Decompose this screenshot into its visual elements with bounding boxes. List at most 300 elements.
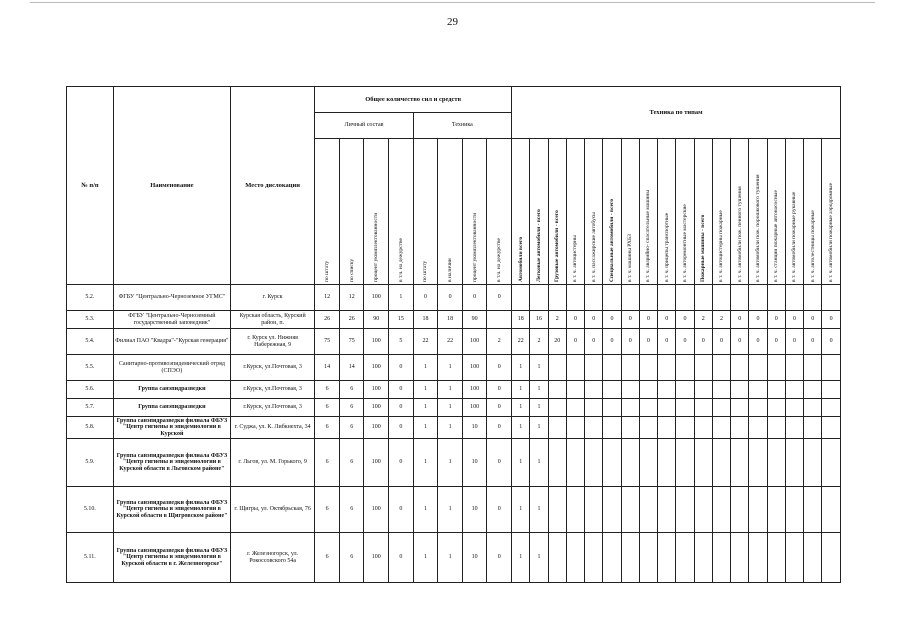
row-type-16	[804, 439, 822, 487]
row-type-4	[585, 417, 603, 439]
row-type-17	[822, 381, 841, 399]
header-type-col-11-label: в т. ч. автоцистерны пожарные	[718, 209, 725, 282]
row-value-5: 1	[438, 399, 463, 417]
row-name: Группа санэпидразведки	[113, 381, 230, 399]
row-type-3	[566, 417, 584, 439]
row-type-13	[749, 381, 767, 399]
row-type-9	[676, 533, 694, 583]
row-type-15: 0	[785, 311, 803, 329]
row-type-12	[731, 487, 749, 533]
row-type-0: 1	[512, 417, 530, 439]
row-value-2: 100	[364, 381, 389, 399]
row-type-8	[658, 439, 676, 487]
row-type-16	[804, 487, 822, 533]
row-value-2: 100	[364, 329, 389, 355]
row-type-14	[767, 439, 785, 487]
table-row	[67, 311, 841, 329]
header-type-col-9	[676, 139, 694, 285]
row-type-4: 0	[585, 311, 603, 329]
row-value-1: 75	[339, 329, 364, 355]
row-type-1: 16	[530, 311, 548, 329]
row-type-9	[676, 399, 694, 417]
row-value-2: 100	[364, 285, 389, 311]
row-type-1: 1	[530, 439, 548, 487]
row-value-0: 6	[315, 533, 340, 583]
row-value-5: 1	[438, 381, 463, 399]
row-type-8	[658, 355, 676, 381]
row-type-6: 0	[621, 311, 639, 329]
row-type-13: 0	[749, 329, 767, 355]
row-type-4: 0	[585, 329, 603, 355]
row-name: Санитарно-противоэпидемический отряд (СПЭО)	[113, 355, 230, 381]
row-type-13	[749, 533, 767, 583]
row-value-3: 1	[389, 285, 414, 311]
row-type-3	[566, 533, 584, 583]
row-type-5	[603, 355, 621, 381]
header-type-col-13-label: в т. ч. автомобили пож. порошкового тушения	[754, 173, 761, 282]
header-type-col-6-label: в т. ч. машины РХБЗ	[627, 233, 634, 282]
row-type-4	[585, 285, 603, 311]
header-type-col-10	[694, 139, 712, 285]
table-row	[67, 533, 841, 583]
row-type-15	[785, 355, 803, 381]
row-type-13	[749, 439, 767, 487]
row-number: 5.6.	[67, 381, 114, 399]
row-type-5	[603, 417, 621, 439]
header-personnel-col-0-label: по штату	[324, 260, 331, 282]
row-type-6	[621, 285, 639, 311]
header-technique-col-0-label: по штату	[422, 260, 429, 282]
row-type-7	[639, 439, 657, 487]
row-value-7: 0	[487, 439, 512, 487]
row-number: 5.5.	[67, 355, 114, 381]
row-type-16	[804, 399, 822, 417]
header-type-col-2-label: Грузовые автомобили - всего	[554, 209, 561, 282]
row-type-6	[621, 439, 639, 487]
row-type-12	[731, 381, 749, 399]
row-location: г. Щигры, ул. Октябрьская, 76	[230, 487, 314, 533]
row-value-1: 12	[339, 285, 364, 311]
row-type-8	[658, 417, 676, 439]
row-type-9	[676, 417, 694, 439]
row-type-2	[548, 355, 566, 381]
row-type-16	[804, 285, 822, 311]
row-type-11: 0	[712, 329, 730, 355]
row-type-2: 2	[548, 311, 566, 329]
row-value-5: 1	[438, 487, 463, 533]
row-type-14: 0	[767, 329, 785, 355]
row-type-4	[585, 355, 603, 381]
row-type-10: 0	[694, 329, 712, 355]
row-value-1: 6	[339, 381, 364, 399]
row-value-6: 100	[462, 329, 487, 355]
row-type-15	[785, 381, 803, 399]
row-value-4: 1	[413, 399, 438, 417]
row-type-7: 0	[639, 329, 657, 355]
row-value-2: 100	[364, 439, 389, 487]
row-type-14	[767, 533, 785, 583]
row-type-0: 1	[512, 533, 530, 583]
row-name: Группа санэпидразведки филиала ФБУЗ "Центр гигиены и эпидемиологии в Курской	[113, 417, 230, 439]
row-type-12	[731, 417, 749, 439]
header-type-col-13	[749, 139, 767, 285]
row-type-6: 0	[621, 329, 639, 355]
row-type-16: 0	[804, 311, 822, 329]
header-type-col-8	[658, 139, 676, 285]
row-value-1: 6	[339, 533, 364, 583]
row-number: 5.8.	[67, 417, 114, 439]
row-type-1: 1	[530, 399, 548, 417]
row-type-16	[804, 381, 822, 399]
header-type-col-10-label: Пожарные машины - всего	[700, 214, 707, 282]
row-value-1: 6	[339, 399, 364, 417]
header-location: Место дислокации	[230, 87, 314, 285]
row-type-9	[676, 381, 694, 399]
row-location: г. Льгов, ул. М. Горького, 9	[230, 439, 314, 487]
row-value-6: 100	[462, 381, 487, 399]
row-type-11	[712, 285, 730, 311]
header-total-forces: Общее количество сил и средств	[315, 87, 512, 113]
row-type-1: 1	[530, 533, 548, 583]
row-number: 5.2.	[67, 285, 114, 311]
row-value-5: 18	[438, 311, 463, 329]
row-type-15	[785, 417, 803, 439]
row-type-5: 0	[603, 311, 621, 329]
row-type-8	[658, 533, 676, 583]
row-value-1: 6	[339, 439, 364, 487]
row-value-0: 6	[315, 439, 340, 487]
row-type-7	[639, 417, 657, 439]
row-type-14	[767, 487, 785, 533]
row-type-10	[694, 399, 712, 417]
row-type-6	[621, 417, 639, 439]
header-type-col-3-label: в т. ч. автоцистерны	[572, 234, 579, 282]
row-value-2: 100	[364, 487, 389, 533]
row-value-1: 14	[339, 355, 364, 381]
row-type-14	[767, 417, 785, 439]
header-type-col-11	[712, 139, 730, 285]
row-type-5	[603, 285, 621, 311]
row-value-7: 0	[487, 381, 512, 399]
row-value-3: 0	[389, 533, 414, 583]
row-type-1: 1	[530, 487, 548, 533]
header-technique: Техника	[413, 113, 511, 139]
row-type-6	[621, 533, 639, 583]
row-name: Группа санэпидразведки филиала ФБУЗ "Центр гигиены и эпидемиологии в Курской области в Щигровском районе"	[113, 487, 230, 533]
row-type-4	[585, 381, 603, 399]
row-type-14	[767, 355, 785, 381]
row-type-3	[566, 285, 584, 311]
row-type-0: 18	[512, 311, 530, 329]
row-value-0: 14	[315, 355, 340, 381]
row-type-17	[822, 417, 841, 439]
row-type-12	[731, 399, 749, 417]
row-value-0: 12	[315, 285, 340, 311]
header-personnel-col-2	[364, 139, 389, 285]
row-type-12: 0	[731, 311, 749, 329]
header-technique-col-0	[413, 139, 438, 285]
row-name: ФГБУ "Центрально-Черноземный государственный заповедник"	[113, 311, 230, 329]
row-type-0: 1	[512, 487, 530, 533]
row-number: 5.9.	[67, 439, 114, 487]
row-type-15	[785, 285, 803, 311]
row-value-7: 0	[487, 399, 512, 417]
row-type-11	[712, 487, 730, 533]
header-type-col-0	[512, 139, 530, 285]
header-num: № п/п	[67, 87, 114, 285]
page-number: 29	[447, 16, 458, 28]
row-value-5: 1	[438, 533, 463, 583]
page-top-rule	[30, 2, 875, 3]
row-value-2: 100	[364, 399, 389, 417]
table-row	[67, 329, 841, 355]
row-type-15: 0	[785, 329, 803, 355]
row-type-3	[566, 487, 584, 533]
row-type-6	[621, 487, 639, 533]
row-type-7: 0	[639, 311, 657, 329]
row-value-4: 18	[413, 311, 438, 329]
row-type-3	[566, 399, 584, 417]
header-personnel: Личный состав	[315, 113, 413, 139]
row-location: г. Курск	[230, 285, 314, 311]
row-value-5: 1	[438, 417, 463, 439]
row-type-3: 0	[566, 329, 584, 355]
header-technique-col-1	[438, 139, 463, 285]
row-type-6	[621, 355, 639, 381]
header-type-col-14	[767, 139, 785, 285]
row-location: г. Железногорск, ул. Рокоссовского 54а	[230, 533, 314, 583]
row-value-6: 10	[462, 439, 487, 487]
row-type-10	[694, 487, 712, 533]
row-type-2	[548, 533, 566, 583]
header-personnel-col-3	[389, 139, 414, 285]
header-type-col-15-label: в т. ч. автомобили пожарные рукавные	[791, 191, 798, 282]
table-row	[67, 487, 841, 533]
row-type-7	[639, 381, 657, 399]
table-row	[67, 355, 841, 381]
row-type-2: 20	[548, 329, 566, 355]
row-value-7: 0	[487, 417, 512, 439]
row-type-7	[639, 487, 657, 533]
row-type-0: 1	[512, 399, 530, 417]
row-type-9: 0	[676, 329, 694, 355]
row-value-0: 26	[315, 311, 340, 329]
row-type-2	[548, 285, 566, 311]
row-type-13	[749, 417, 767, 439]
row-type-17	[822, 533, 841, 583]
row-type-12	[731, 439, 749, 487]
row-type-0	[512, 285, 530, 311]
row-type-8: 0	[658, 311, 676, 329]
row-number: 5.7.	[67, 399, 114, 417]
row-type-10: 2	[694, 311, 712, 329]
table-row	[67, 439, 841, 487]
header-name: Наименование	[113, 87, 230, 285]
row-type-2	[548, 399, 566, 417]
row-value-4: 1	[413, 355, 438, 381]
row-type-16: 0	[804, 329, 822, 355]
header-personnel-col-0	[315, 139, 340, 285]
row-type-7	[639, 399, 657, 417]
row-type-16	[804, 355, 822, 381]
row-type-8	[658, 487, 676, 533]
row-type-17: 0	[822, 311, 841, 329]
row-type-8: 0	[658, 329, 676, 355]
row-type-1: 1	[530, 417, 548, 439]
row-name: Филиал ПАО "Квадра"-"Курская генерация"	[113, 329, 230, 355]
row-value-0: 75	[315, 329, 340, 355]
row-type-5: 0	[603, 329, 621, 355]
row-name: ФГБУ "Центрально-Черноземное УГМС"	[113, 285, 230, 311]
header-technique-col-3-label: в т.ч. на дежурстве	[496, 237, 503, 282]
row-value-6: 10	[462, 533, 487, 583]
header-type-col-15	[785, 139, 803, 285]
header-technique-by-type: Техника по типам	[512, 87, 841, 139]
row-type-14	[767, 381, 785, 399]
row-value-6: 90	[462, 311, 487, 329]
row-type-8	[658, 285, 676, 311]
row-value-6: 100	[462, 355, 487, 381]
row-type-14: 0	[767, 311, 785, 329]
row-type-1: 2	[530, 329, 548, 355]
header-personnel-col-1-label: по списку	[348, 258, 355, 282]
header-technique-col-2	[462, 139, 487, 285]
row-type-10	[694, 417, 712, 439]
row-type-16	[804, 417, 822, 439]
row-type-1: 1	[530, 381, 548, 399]
row-type-11	[712, 399, 730, 417]
row-value-4: 1	[413, 417, 438, 439]
row-value-7: 0	[487, 355, 512, 381]
row-value-7: 0	[487, 487, 512, 533]
row-value-1: 6	[339, 487, 364, 533]
header-type-col-9-label: в т. ч. авторемонтные мастерские	[681, 203, 688, 282]
row-type-9	[676, 285, 694, 311]
row-value-1: 26	[339, 311, 364, 329]
row-location: Курская область, Курский район, п.	[230, 311, 314, 329]
header-type-col-14-label: в т. ч. станции пожарные автонасосные	[773, 189, 780, 282]
header-type-col-16-label: в т. ч. автолестницы пожарные	[809, 209, 816, 282]
header-type-col-4-label: в т. ч. пассажирские автобусы	[590, 211, 597, 282]
row-type-5	[603, 487, 621, 533]
row-type-10	[694, 285, 712, 311]
row-value-4: 0	[413, 285, 438, 311]
header-type-col-1-label: Легковые автомобили - всего	[535, 208, 542, 282]
header-technique-col-3	[487, 139, 512, 285]
row-value-0: 6	[315, 399, 340, 417]
table-row	[67, 381, 841, 399]
row-type-7	[639, 355, 657, 381]
row-value-7: 0	[487, 285, 512, 311]
row-type-0: 1	[512, 439, 530, 487]
row-value-2: 100	[364, 355, 389, 381]
row-type-10	[694, 381, 712, 399]
row-type-11	[712, 417, 730, 439]
row-type-6	[621, 399, 639, 417]
row-value-5: 1	[438, 439, 463, 487]
row-location: г.Курск, ул.Почтовая, 3	[230, 381, 314, 399]
row-value-7: 0	[487, 533, 512, 583]
header-technique-col-2-label: процент укомплектованности	[471, 212, 478, 282]
header-type-col-4	[585, 139, 603, 285]
row-location: г.Курск, ул.Почтовая, 3	[230, 355, 314, 381]
header-type-col-5	[603, 139, 621, 285]
header-type-col-1	[530, 139, 548, 285]
header-type-col-5-label: Специальные автомобили - всего	[608, 198, 615, 282]
row-type-11: 2	[712, 311, 730, 329]
row-type-3: 0	[566, 311, 584, 329]
row-type-13	[749, 399, 767, 417]
row-type-1: 1	[530, 355, 548, 381]
row-type-12: 0	[731, 329, 749, 355]
header-type-col-12	[731, 139, 749, 285]
row-value-2: 90	[364, 311, 389, 329]
row-type-15	[785, 533, 803, 583]
row-value-3: 15	[389, 311, 414, 329]
row-type-8	[658, 381, 676, 399]
row-type-4	[585, 439, 603, 487]
row-value-4: 22	[413, 329, 438, 355]
row-type-9	[676, 355, 694, 381]
row-value-7: 2	[487, 329, 512, 355]
row-type-9	[676, 487, 694, 533]
header-type-col-12-label: в т. ч. автомобили пож. пенного тушения	[736, 185, 743, 282]
table-row	[67, 417, 841, 439]
row-type-15	[785, 487, 803, 533]
row-value-6: 10	[462, 487, 487, 533]
row-type-17	[822, 285, 841, 311]
row-location: г. Курск ул. Нижняя Набережная, 9	[230, 329, 314, 355]
row-type-10	[694, 439, 712, 487]
row-name: Группа санэпидразведки филиала ФБУЗ "Центр гигиены и эпидемиологии в Курской области в Льговском районе"	[113, 439, 230, 487]
row-type-0: 1	[512, 381, 530, 399]
row-value-0: 6	[315, 417, 340, 439]
row-value-3: 0	[389, 399, 414, 417]
row-type-5	[603, 439, 621, 487]
row-value-0: 6	[315, 381, 340, 399]
forces-table	[66, 86, 841, 583]
row-type-17	[822, 355, 841, 381]
row-type-17	[822, 487, 841, 533]
row-value-3: 0	[389, 417, 414, 439]
row-type-2	[548, 439, 566, 487]
row-type-12	[731, 285, 749, 311]
row-value-3: 0	[389, 487, 414, 533]
row-number: 5.11.	[67, 533, 114, 583]
header-type-col-17-label: в т. ч. автомобили пожарные аэродромные	[828, 182, 835, 282]
row-value-3: 0	[389, 355, 414, 381]
row-value-4: 1	[413, 533, 438, 583]
row-location: г. Суджа, ул. К. Либкнехта, 34	[230, 417, 314, 439]
row-value-1: 6	[339, 417, 364, 439]
row-type-6	[621, 381, 639, 399]
row-type-10	[694, 355, 712, 381]
row-value-7	[487, 311, 512, 329]
row-type-1	[530, 285, 548, 311]
row-value-4: 1	[413, 381, 438, 399]
row-type-0: 1	[512, 355, 530, 381]
row-type-10	[694, 533, 712, 583]
row-value-3: 5	[389, 329, 414, 355]
row-type-13	[749, 487, 767, 533]
row-type-4	[585, 533, 603, 583]
header-type-col-7-label: в т. ч. аварийно- спасательные машины	[645, 189, 652, 282]
row-type-15	[785, 399, 803, 417]
row-type-16	[804, 533, 822, 583]
row-type-17	[822, 439, 841, 487]
row-type-7	[639, 285, 657, 311]
row-type-14	[767, 285, 785, 311]
